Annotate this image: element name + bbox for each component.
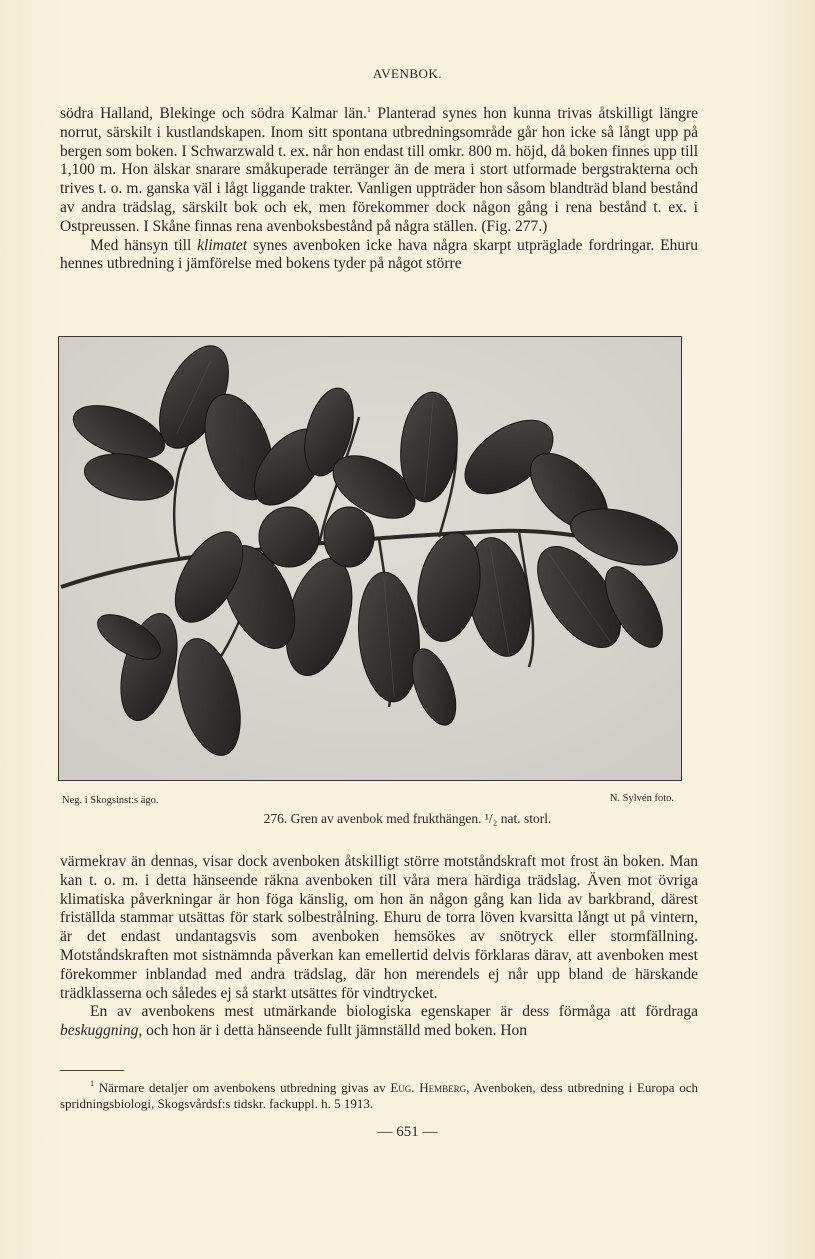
footnote-author: Eug. Hemberg	[390, 1080, 467, 1095]
paragraph-1-start: södra Halland, Blekinge och södra Kalmar län.	[60, 105, 367, 122]
emphasis-klimatet: klimatet	[197, 236, 248, 254]
paragraph-4-after: , och hon är i detta hänseende fullt jämnställd med boken. Hon	[138, 1022, 528, 1040]
body-text-top	[60, 101, 698, 274]
footnote-text-after: , Avenboken, dess utbredning i Europa och spridningsbiologi, Skogsvårdsf:s tidskr. fackuppl. h. 5 1913.	[60, 1080, 698, 1111]
hornbeam-branch-image	[59, 337, 681, 780]
figure-caption: 276. Gren av avenbok med frukthängen. ¹/₂ nat. storl.	[263, 811, 552, 826]
page-number: — 651 —	[377, 1124, 438, 1140]
paragraph-4-before: En av avenbokens mest utmärkande biologiska egenskaper är dess förmåga att fördraga	[90, 1003, 698, 1021]
photographer-credit: N. Sylvén foto.	[609, 793, 674, 804]
paragraph-4	[60, 1003, 698, 1041]
paragraph-2-after: synes avenboken icke hava några skarpt utpräglade fordringar. Ehuru hennes utbredning i jämförelse med bokens tyder på något större	[60, 236, 698, 273]
footnote-number: 1	[90, 1079, 94, 1088]
footnote-divider	[60, 1070, 124, 1071]
emphasis-beskuggning: beskuggning	[60, 1022, 139, 1040]
footnote-text-before: Närmare detaljer om avenbokens utbredning givas av	[94, 1080, 391, 1095]
paragraph-2-before: Med hänsyn till	[90, 236, 198, 254]
paragraph-1	[60, 101, 698, 237]
body-text-bottom	[60, 853, 698, 1041]
footnote-marker[interactable]: 1	[366, 105, 371, 114]
photo-negative-credit: Neg. i Skogsinst:s ägo.	[62, 795, 159, 806]
paragraph-3: värmekrav än dennas, visar dock avenboken åtskilligt större motståndskraft mot frost än boken. Man kan t. o. m. i detta hänseende räkna avenboken till våra mera härdiga trädslag. Även mot övriga klimatiska påverkningar är hon föga känslig, om hon än någon gång kan lida av barkbrand, därest friställda stammar utsättas för stark solbestrålning. Ehuru de torra löven kvarsitta långt ut på vintern, är det endast undantagsvis som avenboken hemsökes av snötryck eller stormfällning. Motståndskraften mot sistnämnda påverkan kan emellertid delvis förklaras därav, att avenboken mest förekommer inblandad med andra trädslag, där hon merendels ej når upp bland de härskande trädklasserna och således ej så starkt utsättes för vindtrycket.	[60, 853, 698, 1002]
paragraph-1-rest: Planterad synes hon kunna trivas åtskilligt längre norrut, särskilt i kustlandskapen. Inom sitt spontana utbredningsområde går hon icke så långt upp på bergen som boken. I Schwarzwald t. ex. når hon endast till omkr. 800 m. höjd, då boken finnes upp till 1,100 m. Hon älskar snarare småkuperade terränger än de mera i stort utformade bergstrakterna och trives t. o. m. ganska väl i lågt liggande trakter. Vanligen uppträder hon såsom blandträd bland bestånd av andra trädslag, särskilt bok och ek, men förekommer dock någon gång i rena bestånd t. ex. i Ostpreussen. I Skåne finnas rena avenboksbestånd på några ställen. (Fig. 277.)	[60, 105, 698, 235]
paragraph-2	[60, 237, 698, 275]
footnote	[60, 1076, 698, 1111]
running-head: AVENBOK.	[372, 66, 443, 81]
figure-photo	[58, 336, 682, 781]
